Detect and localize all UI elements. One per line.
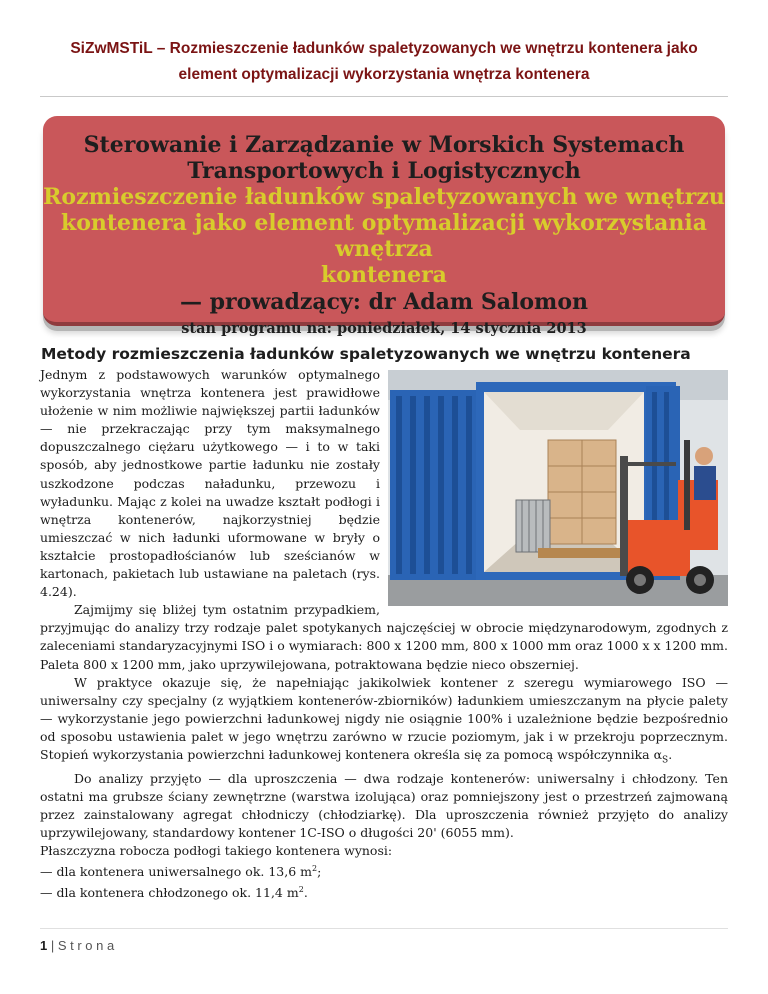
banner-lecturer: — prowadzący: dr Adam Salomon: [180, 289, 588, 315]
title-banner: [43, 116, 725, 337]
header-divider: [40, 96, 728, 97]
list-item-refrigerated: [40, 881, 728, 902]
list-item-refrigerated-end: .: [303, 885, 308, 901]
footer-divider: [40, 928, 728, 929]
list-item-universal-text: — dla kontenera uniwersalnego ok. 13,6 m: [40, 864, 313, 880]
banner-date: stan programu na: poniedziałek, 14 stycznia 2013: [181, 320, 587, 337]
list-item-refrigerated-text: — dla kontenera chłodzonego ok. 11,4 m: [40, 885, 299, 901]
paragraph-3: [40, 674, 728, 770]
paragraph-1: Jednym z podstawowych warunków optymalnego wykorzystania wnętrza kontenera jest prawidłowe ułożenie w nim możliwie największej partii ładunków — nie przekraczając przy tym maksymalnego dopuszczalnego ciężaru użytkowego — i to w taki sposób, aby jednostkowe partie ładunku nie zostały uszkodzone podczas naładunku, przewozu i wyładunku. Mając z kolei na uwadze kształt podłogi i wnętrza kontenerów, najkorzystniej będzie umieszczać w nich ładunki uformowane w bryły o kształcie prostopadłościanów lub sześcianów w kartonach, pakietach lub ustawiane na paletach (rys. 4.24).: [40, 367, 380, 600]
paragraph-3-text: W praktyce okazuje się, że napełniając jakikolwiek kontener z szeregu wymiarowego ISO — uniwersalny czy specjalny (z wyjątkiem kontenerów-zbiorników) ładunkiem umieszczanym na płycie palety — wykorzystanie jego powierzchni ładunkowej nigdy nie osiągnie 100% i uzależnione będzie bezpośrednio od sposobu ustawienia palet w jego wnętrzu zarówno w rzucie poziomym, jak i w przekroju poprzecznym. Stopień wykorzystania powierzchni ładunkowej kontenera określa się za pomocą współczynnika α: [40, 674, 728, 762]
list-item-universal-end: ;: [317, 864, 322, 880]
squared-superscript-2: 2: [298, 885, 304, 895]
squared-superscript-1: 2: [312, 864, 318, 874]
banner-subtitle: [43, 184, 725, 288]
header-line-1: SiZwMSTiL – Rozmieszczenie ładunków spaletyzowanych we wnętrzu kontenera jako: [70, 40, 698, 57]
page-footer: [40, 938, 114, 953]
page-header: [40, 36, 728, 88]
section-heading: Metody rozmieszczenia ładunków spaletyzowanych we wnętrzu kontenera: [41, 345, 691, 363]
footer-label: S t r o n a: [57, 938, 115, 953]
list-item-universal: [40, 860, 728, 881]
banner-subtitle-line-1: Rozmieszczenie ładunków spaletyzowanych we wnętrzu: [43, 184, 725, 210]
banner-title-line-2: Transportowych i Logistycznych: [187, 158, 581, 184]
section-body: [40, 366, 728, 903]
paragraph-2: Zajmijmy się bliżej tym ostatnim przypadkiem, przyjmując do analizy trzy rodzaje palet spotykanych najczęściej w obrocie międzynarodowym, zgodnych z zaleceniami standaryzacyjnymi ISO i o wymiarach: 800 x 1200 mm, 800 x 1000 mm oraz 1000 x x 1200 mm. Paleta 800 x 1200 mm, jako uprzywilejowana, potraktowana będzie nieco obszerniej.: [40, 602, 728, 672]
banner-subtitle-line-3: kontenera: [321, 262, 447, 288]
alpha-subscript: S: [662, 755, 669, 766]
forklift-loading-container-photo: [388, 370, 728, 606]
header-line-2: element optymalizacji wykorzystania wnętrza kontenera: [178, 66, 590, 83]
banner-title-line-1: Sterowanie i Zarządzanie w Morskich Systemach: [83, 132, 685, 158]
paragraph-4: Do analizy przyjęto — dla uproszczenia — dwa rodzaje kontenerów: uniwersalny i chłodzony. Ten ostatni ma grubsze ściany zewnętrzne (warstwa izolująca) oraz pomniejszony jest o przestrzeń zajmowaną przez zainstalowany agregat chłodniczy (chłodziarkę). Dla uproszczenia również przyjęto do analizy uprzywilejowany, standardowy kontener 1C-ISO o długości 20' (6055 mm).: [40, 770, 728, 840]
paragraph-5: Płaszczyzna robocza podłogi takiego kontenera wynosi:: [40, 842, 393, 858]
banner-subtitle-line-2: kontenera jako element optymalizacji wykorzystania wnętrza: [60, 210, 708, 262]
banner-title: [43, 132, 725, 184]
page-number: 1: [40, 938, 48, 953]
footer-separator: |: [47, 938, 58, 953]
photo-illustration: [388, 370, 728, 606]
paragraph-3-end: .: [668, 746, 673, 762]
